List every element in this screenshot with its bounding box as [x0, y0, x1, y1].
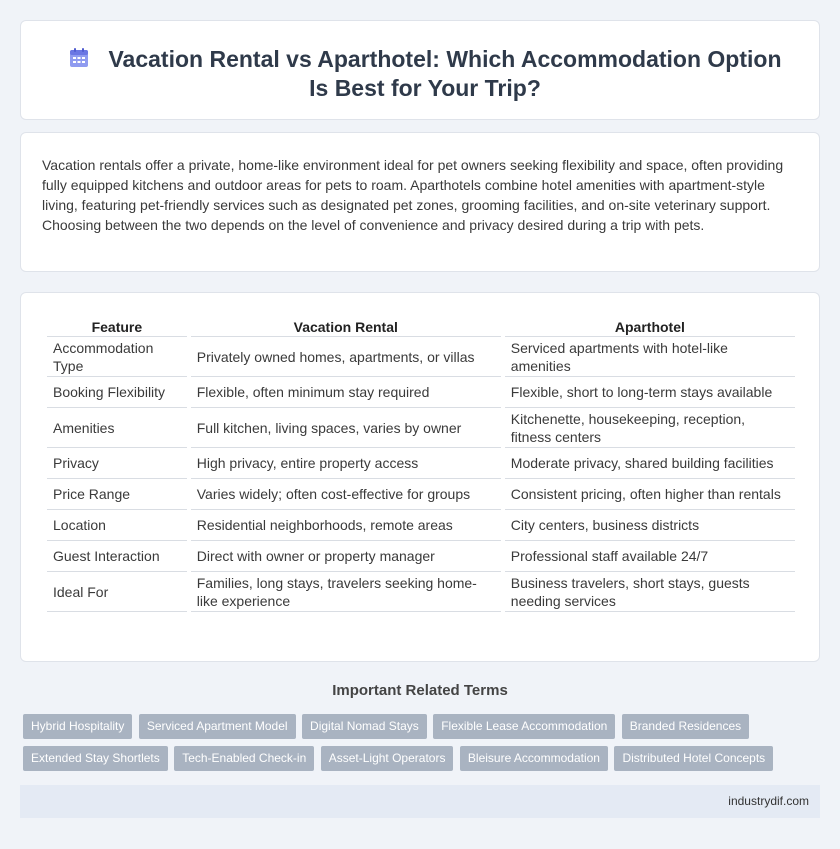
aparthotel-cell: Serviced apartments with hotel-like amenities	[505, 337, 795, 377]
feature-cell: Location	[47, 510, 187, 541]
vacation-rental-cell: Varies widely; often cost-effective for groups	[191, 479, 501, 510]
aparthotel-cell: Moderate privacy, shared building facilities	[505, 448, 795, 479]
table-row	[47, 572, 795, 612]
term-tag[interactable]: Extended Stay Shortlets	[23, 746, 168, 771]
header-feature: Feature	[47, 315, 187, 337]
feature-cell: Amenities	[47, 408, 187, 448]
aparthotel-cell: Kitchenette, housekeeping, reception, fitness centers	[505, 408, 795, 448]
feature-cell: Ideal For	[47, 572, 187, 612]
table-row	[47, 448, 795, 479]
footer	[20, 785, 820, 818]
vacation-rental-cell: Residential neighborhoods, remote areas	[191, 510, 501, 541]
title-card	[20, 20, 820, 120]
calendar-icon	[68, 47, 90, 69]
page-title	[61, 45, 789, 103]
feature-cell: Accommodation Type	[47, 337, 187, 377]
term-tag[interactable]: Branded Residences	[622, 714, 749, 739]
table-row	[47, 541, 795, 572]
vacation-rental-cell: Full kitchen, living spaces, varies by owner	[191, 408, 501, 448]
vacation-rental-cell: High privacy, entire property access	[191, 448, 501, 479]
aparthotel-cell: City centers, business districts	[505, 510, 795, 541]
header-aparthotel: Aparthotel	[505, 315, 795, 337]
vacation-rental-cell: Direct with owner or property manager	[191, 541, 501, 572]
header-vacation-rental: Vacation Rental	[191, 315, 501, 337]
feature-cell: Privacy	[47, 448, 187, 479]
term-tag[interactable]: Flexible Lease Accommodation	[433, 714, 615, 739]
table-row	[47, 337, 795, 377]
intro-card	[20, 132, 820, 272]
table-row	[47, 377, 795, 408]
term-tag[interactable]: Asset-Light Operators	[321, 746, 454, 771]
related-terms-heading: Important Related Terms	[332, 682, 508, 699]
feature-cell: Booking Flexibility	[47, 377, 187, 408]
table-row	[47, 479, 795, 510]
aparthotel-cell: Business travelers, short stays, guests needing services	[505, 572, 795, 612]
vacation-rental-cell: Families, long stays, travelers seeking home-like experience	[191, 572, 501, 612]
aparthotel-cell: Flexible, short to long-term stays available	[505, 377, 795, 408]
table-row	[47, 408, 795, 448]
footer-site-link[interactable]: industrydif.com	[728, 794, 809, 808]
aparthotel-cell: Consistent pricing, often higher than rentals	[505, 479, 795, 510]
feature-cell: Price Range	[47, 479, 187, 510]
comparison-table-card	[20, 292, 820, 662]
feature-cell: Guest Interaction	[47, 541, 187, 572]
related-terms-list	[23, 714, 783, 778]
table-header-row	[47, 315, 795, 337]
term-tag[interactable]: Digital Nomad Stays	[302, 714, 427, 739]
page-title-text: Vacation Rental vs Aparthotel: Which Accommodation Option Is Best for Your Trip?	[108, 46, 782, 101]
vacation-rental-cell: Flexible, often minimum stay required	[191, 377, 501, 408]
intro-paragraph: Vacation rentals offer a private, home-like environment ideal for pet owners seeking flexibility and space, often providing fully equipped kitchens and outdoor areas for pets to roam. Aparthotels combine hotel amenities with apartment-style living, featuring pet-friendly services such as designated pet zones, grooming facilities, and on-site veterinary support. Choosing between the two depends on the level of convenience and privacy desired during a trip with pets.	[42, 157, 784, 233]
term-tag[interactable]: Serviced Apartment Model	[139, 714, 296, 739]
aparthotel-cell: Professional staff available 24/7	[505, 541, 795, 572]
term-tag[interactable]: Tech-Enabled Check-in	[174, 746, 314, 771]
vacation-rental-cell: Privately owned homes, apartments, or villas	[191, 337, 501, 377]
table-row	[47, 510, 795, 541]
term-tag[interactable]: Bleisure Accommodation	[460, 746, 608, 771]
term-tag[interactable]: Distributed Hotel Concepts	[614, 746, 773, 771]
comparison-table	[43, 315, 799, 612]
term-tag[interactable]: Hybrid Hospitality	[23, 714, 132, 739]
